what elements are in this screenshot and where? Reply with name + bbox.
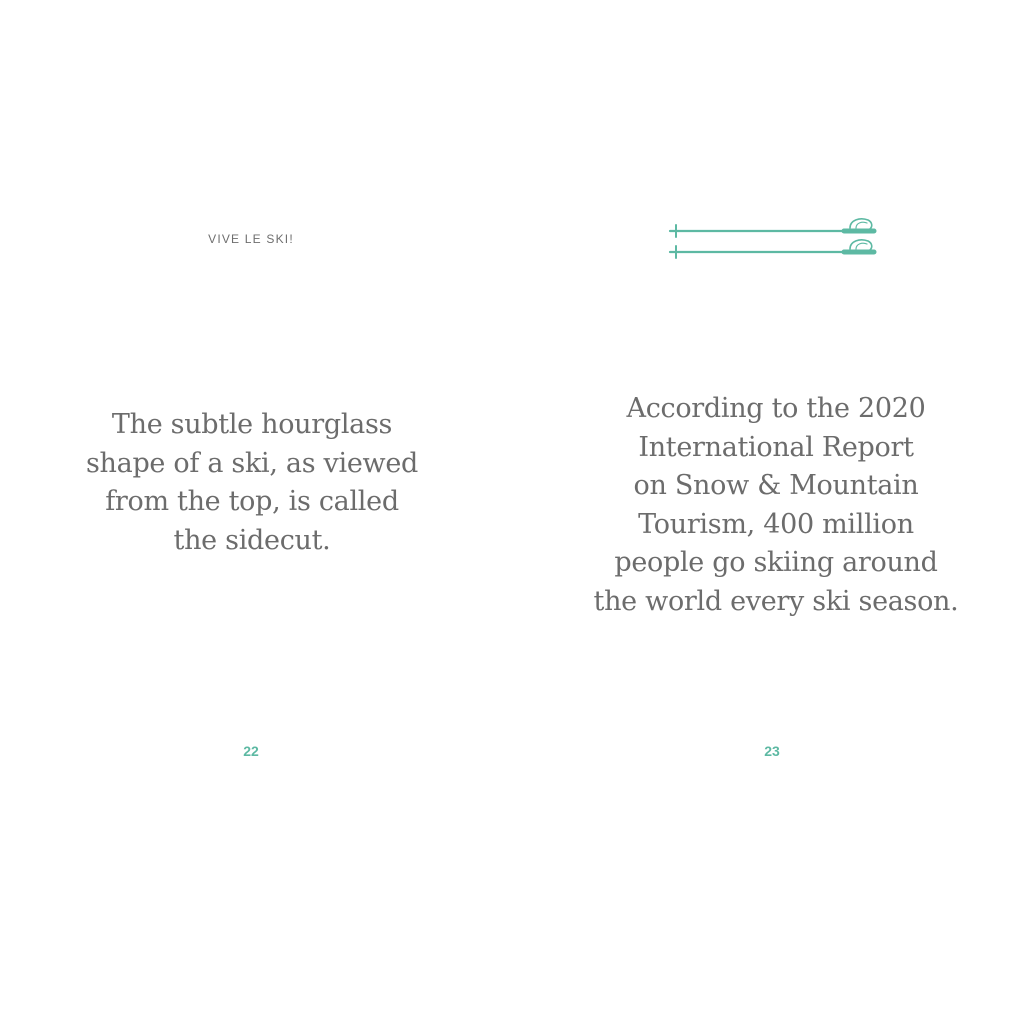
ski-poles-icon <box>664 212 880 262</box>
ski-pole-bottom <box>670 240 874 258</box>
page-number-left: 22 <box>243 743 259 759</box>
running-head: VIVE LE SKI! <box>208 232 294 246</box>
right-page-text: According to the 2020 International Report on Snow & Mountain Tourism, 400 million people go skiing around the world every ski season. <box>593 393 959 617</box>
right-page <box>512 0 1024 1024</box>
ski-pole-top <box>670 219 874 237</box>
page-number-right: 23 <box>764 743 780 759</box>
left-page-text: The subtle hourglass shape of a ski, as viewed from the top, is called the sidecut. <box>86 409 418 556</box>
